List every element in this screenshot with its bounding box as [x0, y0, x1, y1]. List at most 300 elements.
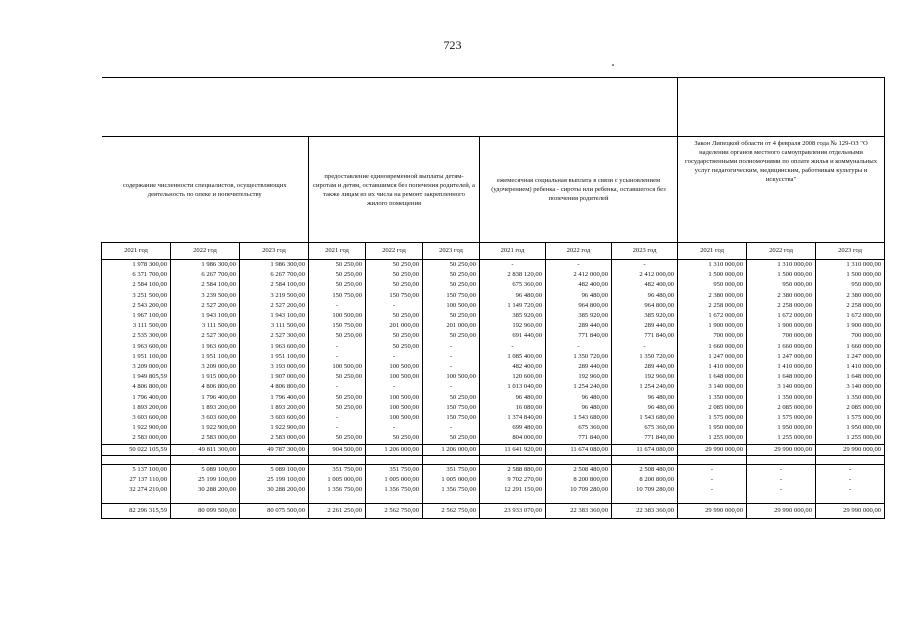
table-cell: 3 209 000,00 — [171, 362, 240, 372]
table-cell: - — [366, 301, 423, 311]
table-cell: 2021 год — [309, 243, 366, 260]
table-cell: 1 310 000,00 — [816, 260, 885, 271]
table-cell: 1 310 000,00 — [678, 260, 747, 271]
table-cell: 1 672 000,00 — [747, 311, 816, 321]
table-cell: 3 251 500,00 — [102, 291, 171, 301]
table-cell: 1 950 000,00 — [816, 423, 885, 433]
table-cell: 1 085 400,00 — [480, 352, 546, 362]
table-row — [102, 301, 885, 311]
table-row — [102, 291, 885, 301]
table-cell: 1 963 600,00 — [240, 342, 309, 352]
table-cell: - — [816, 475, 885, 485]
table-cell: 1 907 000,00 — [240, 372, 309, 382]
table-cell: 1 410 000,00 — [816, 362, 885, 372]
table-cell: 30 288 200,00 — [171, 485, 240, 495]
table-cell: 5 089 100,00 — [171, 464, 240, 475]
table-cell: 1 356 750,00 — [366, 485, 423, 495]
table-cell: 2 380 000,00 — [747, 291, 816, 301]
year-header-row — [102, 243, 885, 260]
table-cell: 1 963 600,00 — [171, 342, 240, 352]
table-cell: - — [309, 352, 366, 362]
table-cell: 50 250,00 — [366, 342, 423, 352]
table-cell: 3 219 500,00 — [240, 291, 309, 301]
table-cell: 4 806 800,00 — [240, 382, 309, 392]
table-cell: - — [747, 475, 816, 485]
table-cell: 2023 год — [816, 243, 885, 260]
table-cell: 2 258 000,00 — [747, 301, 816, 311]
table-cell: 771 840,00 — [612, 433, 678, 444]
table-cell: 675 360,00 — [546, 423, 612, 433]
table-cell: 1 149 720,00 — [480, 301, 546, 311]
table-cell: 150 750,00 — [366, 291, 423, 301]
table-cell: 80 099 500,00 — [171, 504, 240, 519]
table-cell: 22 383 360,00 — [546, 504, 612, 519]
table-cell: 2023 год — [612, 243, 678, 260]
table-cell: 2021 год — [678, 243, 747, 260]
table-cell: 80 075 500,00 — [240, 504, 309, 519]
table-cell: 2 838 120,00 — [480, 270, 546, 280]
table-cell: 2 412 000,00 — [612, 270, 678, 280]
table-cell: 1 543 680,00 — [546, 413, 612, 423]
table-cell: - — [366, 352, 423, 362]
table-cell: 201 000,00 — [366, 321, 423, 331]
table-cell: 29 990 000,00 — [816, 504, 885, 519]
table-cell: 96 480,00 — [546, 291, 612, 301]
table-cell: 1 254 240,00 — [546, 382, 612, 392]
table-cell: 3 140 000,00 — [816, 382, 885, 392]
table-cell: 1 648 000,00 — [747, 372, 816, 382]
table-cell: 1 500 000,00 — [747, 270, 816, 280]
table-cell: 25 199 100,00 — [171, 475, 240, 485]
table-cell: 1 796 400,00 — [240, 393, 309, 403]
table-cell: 289 440,00 — [546, 362, 612, 372]
table-cell: 1 660 000,00 — [678, 342, 747, 352]
table-cell: 1 648 000,00 — [816, 372, 885, 382]
table-cell: 1 410 000,00 — [678, 362, 747, 372]
table-cell: 6 267 700,00 — [240, 270, 309, 280]
table-cell: 1 247 000,00 — [816, 352, 885, 362]
table-cell: 2022 год — [366, 243, 423, 260]
table-cell: 771 840,00 — [546, 433, 612, 444]
table-cell: 29 990 000,00 — [678, 444, 747, 455]
table-cell: 49 811 300,00 — [171, 444, 240, 455]
table-row — [102, 382, 885, 392]
table-cell: 2022 год — [171, 243, 240, 260]
table-cell: 2 583 000,00 — [171, 433, 240, 444]
table-cell: 2022 год — [747, 243, 816, 260]
table-cell: 1 978 300,00 — [102, 260, 171, 271]
table-cell: - — [309, 301, 366, 311]
table-cell: - — [546, 260, 612, 271]
table-cell: 1 005 000,00 — [309, 475, 366, 485]
table-cell: 2 583 000,00 — [240, 433, 309, 444]
table-cell: 4 806 800,00 — [102, 382, 171, 392]
table-cell: 50 250,00 — [423, 260, 480, 271]
table-cell: 964 800,00 — [546, 301, 612, 311]
table-cell: 1 575 000,00 — [678, 413, 747, 423]
table-row — [102, 311, 885, 321]
table-cell: 50 250,00 — [423, 433, 480, 444]
table-row — [102, 362, 885, 372]
table-cell: 482 400,00 — [612, 280, 678, 290]
table-cell: 2 584 100,00 — [240, 280, 309, 290]
table-cell: 289 440,00 — [612, 362, 678, 372]
table-cell: 385 920,00 — [480, 311, 546, 321]
table-cell: 1 967 100,00 — [102, 311, 171, 321]
table-cell: 1 350 000,00 — [816, 393, 885, 403]
table-cell: 12 291 150,00 — [480, 485, 546, 495]
table-cell: 691 440,00 — [480, 331, 546, 341]
table-cell: 1 500 000,00 — [816, 270, 885, 280]
table-cell: 96 480,00 — [546, 393, 612, 403]
table-cell: 2 584 100,00 — [171, 280, 240, 290]
table-cell: 385 920,00 — [612, 311, 678, 321]
table-cell: 950 000,00 — [747, 280, 816, 290]
table-cell: 771 840,00 — [612, 331, 678, 341]
table-cell: - — [678, 485, 747, 495]
table-cell: 2 584 100,00 — [102, 280, 171, 290]
table-cell: 2 508 480,00 — [612, 464, 678, 475]
table-row — [102, 464, 885, 475]
table-cell: 700 000,00 — [816, 331, 885, 341]
table-row — [102, 270, 885, 280]
table-cell: 11 674 080,00 — [612, 444, 678, 455]
table-cell: 1 206 000,00 — [366, 444, 423, 455]
table-cell: 50 250,00 — [309, 433, 366, 444]
table-cell: 1 900 000,00 — [747, 321, 816, 331]
table-header-row — [102, 137, 885, 243]
header-specialists: содержание численности специалистов, осуществляющих деятельность по опеке и попечительству — [102, 137, 309, 243]
table-cell: 50 250,00 — [309, 372, 366, 382]
table-cell: 50 250,00 — [423, 311, 480, 321]
table-cell: 675 360,00 — [480, 280, 546, 290]
table-cell: 50 250,00 — [366, 270, 423, 280]
table-cell: 150 750,00 — [423, 291, 480, 301]
table-cell: 699 480,00 — [480, 423, 546, 433]
table-cell: 771 840,00 — [546, 331, 612, 341]
table-cell: 904 500,00 — [309, 444, 366, 455]
table-cell: 50 250,00 — [309, 403, 366, 413]
table-cell: 2023 год — [240, 243, 309, 260]
table-cell: 2 527 200,00 — [171, 301, 240, 311]
table-cell: - — [546, 342, 612, 352]
table-cell: 50 250,00 — [366, 433, 423, 444]
table-cell: 100 500,00 — [366, 393, 423, 403]
table-cell: 2 261 250,00 — [309, 504, 366, 519]
table-cell: 29 990 000,00 — [747, 444, 816, 455]
table-cell: 1 672 000,00 — [678, 311, 747, 321]
table-cell: 2 085 000,00 — [678, 403, 747, 413]
table-cell: - — [423, 362, 480, 372]
table-cell: 1 648 000,00 — [678, 372, 747, 382]
table-cell: 2 535 300,00 — [102, 331, 171, 341]
table-cell: 23 933 070,00 — [480, 504, 546, 519]
table-cell: 3 603 600,00 — [240, 413, 309, 423]
header-regional-law: Закон Липецкой области от 4 февраля 2008 года № 129-ОЗ "О наделении органов местного самоуправления отдельными государственными полномочиями по оплате жилья и коммунальных услуг педагогическим, медицинским, работникам культуры и искусства" — [678, 137, 885, 243]
table-cell: 950 000,00 — [678, 280, 747, 290]
table-cell: 1 893 200,00 — [171, 403, 240, 413]
table-cell: 100 500,00 — [423, 372, 480, 382]
table-row — [102, 260, 885, 271]
table-cell: 1 922 900,00 — [240, 423, 309, 433]
table-cell: 2 527 300,00 — [240, 331, 309, 341]
table-cell: 1 660 000,00 — [816, 342, 885, 352]
table-cell: 2 258 000,00 — [816, 301, 885, 311]
table-cell: 82 296 315,59 — [102, 504, 171, 519]
table-cell: 1 005 000,00 — [423, 475, 480, 485]
table-cell: 1 350 720,00 — [546, 352, 612, 362]
table-cell: 1 350 720,00 — [612, 352, 678, 362]
table-cell: 1 255 000,00 — [816, 433, 885, 444]
table-cell: 8 200 800,00 — [612, 475, 678, 485]
spacer-row — [102, 495, 885, 504]
table-cell: 1 986 300,00 — [240, 260, 309, 271]
table-cell: - — [480, 342, 546, 352]
table-cell: 1 922 900,00 — [171, 423, 240, 433]
table-cell: 50 250,00 — [309, 270, 366, 280]
table-cell: 10 709 280,00 — [546, 485, 612, 495]
table-cell: - — [309, 423, 366, 433]
table-cell: 100 500,00 — [366, 403, 423, 413]
table-cell: 2 412 000,00 — [546, 270, 612, 280]
table-cell: 1 410 000,00 — [747, 362, 816, 372]
table-cell: 3 111 500,00 — [102, 321, 171, 331]
table-cell: 1 350 000,00 — [747, 393, 816, 403]
table-row — [102, 393, 885, 403]
table-cell: 1 672 000,00 — [816, 311, 885, 321]
table-cell: - — [678, 475, 747, 485]
table-cell: - — [366, 382, 423, 392]
scan-speck — [612, 64, 614, 66]
table-cell: 3 140 000,00 — [747, 382, 816, 392]
table-cell: 1 900 000,00 — [678, 321, 747, 331]
table-cell: - — [612, 260, 678, 271]
table-cell: 5 137 100,00 — [102, 464, 171, 475]
table-cell: 50 250,00 — [366, 280, 423, 290]
table-cell: 2 508 480,00 — [546, 464, 612, 475]
table-cell: 10 709 280,00 — [612, 485, 678, 495]
table-cell: 29 990 000,00 — [816, 444, 885, 455]
table-cell: 96 480,00 — [612, 403, 678, 413]
table-cell: 2022 год — [546, 243, 612, 260]
table-cell: 30 288 200,00 — [240, 485, 309, 495]
table-cell: 675 360,00 — [612, 423, 678, 433]
table-cell: 50 250,00 — [423, 280, 480, 290]
table-cell: 2021 год — [102, 243, 171, 260]
table-cell: 1 950 000,00 — [678, 423, 747, 433]
table-cell: - — [747, 464, 816, 475]
table-cell: 192 960,00 — [480, 321, 546, 331]
table-cell: 1 660 000,00 — [747, 342, 816, 352]
table-cell: 4 806 800,00 — [171, 382, 240, 392]
table-cell: 1 900 000,00 — [816, 321, 885, 331]
table-row — [102, 423, 885, 433]
table-cell: 2021 год — [480, 243, 546, 260]
table-cell: 2 583 000,00 — [102, 433, 171, 444]
table-cell: 351 750,00 — [309, 464, 366, 475]
table-cell: 2 527 200,00 — [240, 301, 309, 311]
table-cell: 192 960,00 — [612, 372, 678, 382]
table-row — [102, 485, 885, 495]
table-cell: 1 254 240,00 — [612, 382, 678, 392]
table-cell: 2 543 200,00 — [102, 301, 171, 311]
table-cell: 96 480,00 — [612, 393, 678, 403]
table-cell: 100 500,00 — [309, 362, 366, 372]
table-cell: 351 750,00 — [366, 464, 423, 475]
table-cell: 1 575 000,00 — [816, 413, 885, 423]
table-cell: - — [480, 260, 546, 271]
table-cell: 482 400,00 — [546, 280, 612, 290]
table-cell: 50 022 105,59 — [102, 444, 171, 455]
table-cell: - — [309, 382, 366, 392]
table-cell: 11 641 920,00 — [480, 444, 546, 455]
table-cell: 1 255 000,00 — [678, 433, 747, 444]
table-cell: 50 250,00 — [309, 393, 366, 403]
table-cell: - — [309, 342, 366, 352]
table-cell: 964 800,00 — [612, 301, 678, 311]
table-cell: 1 356 750,00 — [423, 485, 480, 495]
table-cell: - — [816, 464, 885, 475]
table-cell: 6 267 700,00 — [171, 270, 240, 280]
table-cell: - — [816, 485, 885, 495]
table-cell: 32 274 210,00 — [102, 485, 171, 495]
table-cell: 96 480,00 — [480, 393, 546, 403]
table-cell: 25 199 100,00 — [240, 475, 309, 485]
table-row — [102, 352, 885, 362]
table-row — [102, 475, 885, 485]
table-cell: - — [366, 423, 423, 433]
budget-table — [101, 77, 885, 519]
table-cell: - — [423, 352, 480, 362]
table-cell: 96 480,00 — [612, 291, 678, 301]
table-cell: 50 250,00 — [423, 270, 480, 280]
table-cell: 2 085 000,00 — [816, 403, 885, 413]
table-cell: 50 250,00 — [366, 311, 423, 321]
table-cell: 700 000,00 — [678, 331, 747, 341]
table-cell: 2 380 000,00 — [816, 291, 885, 301]
table-cell: 100 500,00 — [366, 372, 423, 382]
table-cell: 1 986 300,00 — [171, 260, 240, 271]
table-cell: 3 603 600,00 — [171, 413, 240, 423]
table-row — [102, 413, 885, 423]
table-cell: 9 702 270,00 — [480, 475, 546, 485]
table-cell: 100 500,00 — [366, 413, 423, 423]
table-cell: 150 750,00 — [423, 403, 480, 413]
table-cell: 385 920,00 — [546, 311, 612, 321]
table-cell: 8 200 800,00 — [546, 475, 612, 485]
table-cell: 1 247 000,00 — [747, 352, 816, 362]
table-cell: 1 575 000,00 — [747, 413, 816, 423]
table-cell: 1 255 000,00 — [747, 433, 816, 444]
table-cell: 6 371 700,00 — [102, 270, 171, 280]
table-cell: 3 239 500,00 — [171, 291, 240, 301]
table-cell: 50 250,00 — [366, 260, 423, 271]
table-cell: 351 750,00 — [423, 464, 480, 475]
table-cell: 2 258 000,00 — [678, 301, 747, 311]
table-cell: 192 960,00 — [546, 372, 612, 382]
table-cell: 1 796 400,00 — [171, 393, 240, 403]
table-cell: 50 250,00 — [309, 331, 366, 341]
spacer-row — [102, 455, 885, 464]
table-cell: 100 500,00 — [309, 311, 366, 321]
table-cell: 1 796 400,00 — [102, 393, 171, 403]
table-cell: 96 480,00 — [546, 403, 612, 413]
table-cell: 289 440,00 — [612, 321, 678, 331]
table-cell: 1 500 000,00 — [678, 270, 747, 280]
table-row — [102, 321, 885, 331]
table-cell: 150 750,00 — [309, 291, 366, 301]
table-cell: - — [612, 342, 678, 352]
table-cell: 1 005 000,00 — [366, 475, 423, 485]
table-cell: 2 085 000,00 — [747, 403, 816, 413]
table-cell: 3 111 500,00 — [171, 321, 240, 331]
table-cell: 950 000,00 — [816, 280, 885, 290]
table-cell: 29 990 000,00 — [678, 504, 747, 519]
table-cell: 2 380 000,00 — [678, 291, 747, 301]
table-cell: 1 951 100,00 — [102, 352, 171, 362]
table-cell: - — [423, 382, 480, 392]
table-cell: - — [747, 485, 816, 495]
table-cell: 1 943 100,00 — [240, 311, 309, 321]
table-cell: - — [423, 342, 480, 352]
table-top-band — [102, 78, 885, 137]
table-cell: 11 674 080,00 — [546, 444, 612, 455]
table-cell: 2 527 300,00 — [171, 331, 240, 341]
table-cell: 1 949 805,59 — [102, 372, 171, 382]
table-cell: - — [678, 464, 747, 475]
page-number: 723 — [443, 38, 462, 52]
table-cell: 2 562 750,00 — [423, 504, 480, 519]
grand-total-row — [102, 504, 885, 519]
table-cell: 201 000,00 — [423, 321, 480, 331]
table-cell: 3 209 000,00 — [102, 362, 171, 372]
table-cell: 120 600,00 — [480, 372, 546, 382]
table-row — [102, 403, 885, 413]
table-cell: 1 943 100,00 — [171, 311, 240, 321]
table-cell: 27 137 110,00 — [102, 475, 171, 485]
table-row — [102, 331, 885, 341]
table-cell: 700 000,00 — [747, 331, 816, 341]
total-row — [102, 444, 885, 455]
table-cell: 100 500,00 — [366, 362, 423, 372]
table-cell: 49 787 300,00 — [240, 444, 309, 455]
table-cell: 1 893 200,00 — [102, 403, 171, 413]
table-cell: 1 356 750,00 — [309, 485, 366, 495]
table-cell: - — [309, 413, 366, 423]
table-cell: 96 480,00 — [480, 291, 546, 301]
table-cell: 1 963 600,00 — [102, 342, 171, 352]
table-cell: 3 111 500,00 — [240, 321, 309, 331]
table-cell: 482 400,00 — [480, 362, 546, 372]
table-cell: 50 250,00 — [423, 393, 480, 403]
table-cell: 50 250,00 — [423, 331, 480, 341]
table-cell: - — [423, 423, 480, 433]
table-cell: 29 990 000,00 — [747, 504, 816, 519]
table-cell: 1 350 000,00 — [678, 393, 747, 403]
table-cell: 50 250,00 — [366, 331, 423, 341]
table-cell: 50 250,00 — [309, 280, 366, 290]
table-cell: 1 915 000,00 — [171, 372, 240, 382]
table-cell: 2 588 880,00 — [480, 464, 546, 475]
table-cell: 3 603 600,00 — [102, 413, 171, 423]
table-cell: 1 013 040,00 — [480, 382, 546, 392]
table-cell: 16 080,00 — [480, 403, 546, 413]
table-cell: 1 374 840,00 — [480, 413, 546, 423]
table-row — [102, 342, 885, 352]
header-lump-sum-payment: предоставление единовременной выплаты детям-сиротам и детям, оставшимся без попечения родителей, а также лицам из их числа на ремонт закрепленного жилого помещения — [309, 137, 480, 243]
table-cell: 150 750,00 — [423, 413, 480, 423]
table-cell: 50 250,00 — [309, 260, 366, 271]
